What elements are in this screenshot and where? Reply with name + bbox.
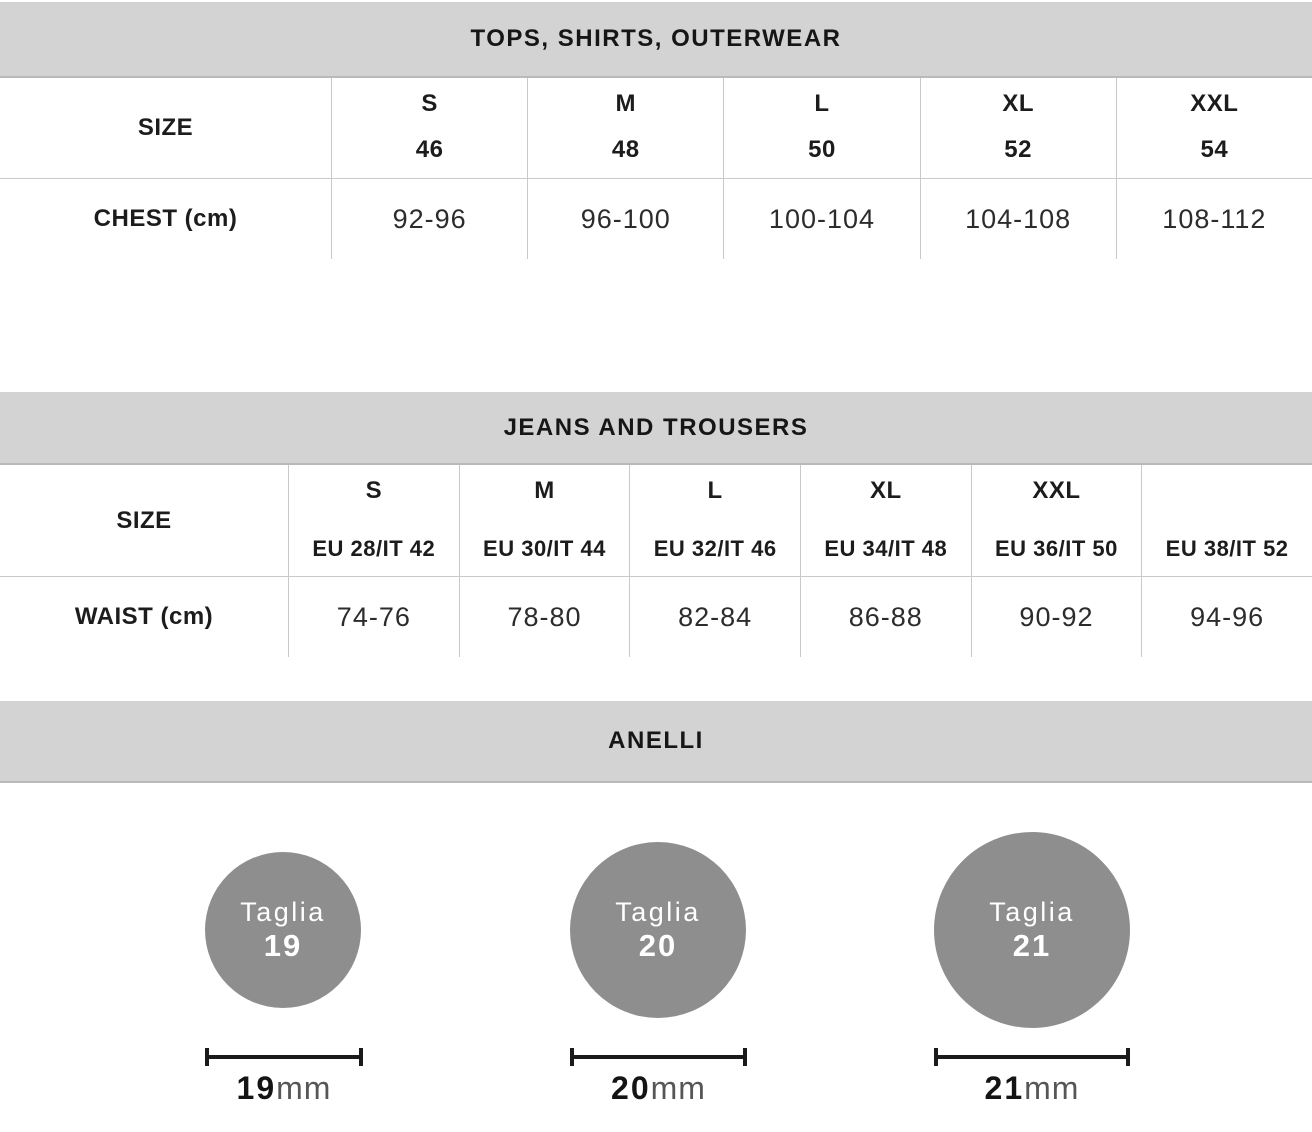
size-column-header: L EU 32/IT 46 xyxy=(629,465,800,576)
jeans-size-row-label-cell xyxy=(0,465,288,576)
chest-value-cell: 96-100 xyxy=(527,179,723,259)
ring-circle-21: Taglia 21 xyxy=(934,832,1130,1028)
diameter-label: 19mm xyxy=(236,1070,332,1106)
size-row-label: SIZE xyxy=(116,506,172,534)
waist-value-cell: 78-80 xyxy=(459,577,630,657)
jeans-waist-row xyxy=(0,577,1312,657)
chest-value-cell: 92-96 xyxy=(331,179,527,259)
diameter-label: 21mm xyxy=(984,1070,1080,1106)
size-column-header: XXL 54 xyxy=(1116,78,1312,178)
chest-value-cell: 100-104 xyxy=(723,179,919,259)
tops-section-title-band xyxy=(0,2,1312,78)
size-column-header: XL EU 34/IT 48 xyxy=(800,465,971,576)
chest-value-cell: 108-112 xyxy=(1116,179,1312,259)
waist-value-cell: 94-96 xyxy=(1141,577,1312,657)
ring-circle-20: Taglia 20 xyxy=(570,842,746,1018)
size-column-header: M 48 xyxy=(527,78,723,178)
ring-size-item xyxy=(570,783,747,1132)
ring-size-item xyxy=(205,783,363,1132)
jeans-size-header-row xyxy=(0,465,1312,577)
size-column-header: XXL EU 36/IT 50 xyxy=(971,465,1142,576)
jeans-section-title: JEANS AND TROUSERS xyxy=(503,413,809,441)
waist-value-cell: 82-84 xyxy=(629,577,800,657)
size-row-label: SIZE xyxy=(137,114,194,141)
ring-sizes xyxy=(0,783,1312,1132)
section-spacer xyxy=(0,259,1312,392)
chest-value-cell: 104-108 xyxy=(920,179,1116,259)
ring-circle-19: Taglia 19 xyxy=(205,852,361,1008)
waist-value-cell: 74-76 xyxy=(288,577,459,657)
size-column-header: EU 38/IT 52 xyxy=(1141,465,1312,576)
waist-row-label: WAIST (cm) xyxy=(74,603,214,630)
waist-row-label-cell xyxy=(0,577,288,657)
jeans-size-table xyxy=(0,465,1312,657)
size-column-header: S EU 28/IT 42 xyxy=(288,465,459,576)
chest-row-label: CHEST (cm) xyxy=(93,205,238,232)
diameter-measure-line xyxy=(571,1055,746,1059)
ring-size-item xyxy=(934,783,1130,1132)
tops-size-table xyxy=(0,78,1312,259)
tops-section-title: TOPS, SHIRTS, OUTERWEAR xyxy=(470,25,842,52)
section-spacer xyxy=(0,657,1312,701)
chest-row-label-cell xyxy=(0,179,331,259)
size-column-header: S 46 xyxy=(331,78,527,178)
rings-section-title-band xyxy=(0,701,1312,783)
rings-section-title: ANELLI xyxy=(608,727,704,754)
diameter-measure-line xyxy=(206,1055,362,1059)
tops-chest-row xyxy=(0,179,1312,259)
tops-size-row-label-cell xyxy=(0,78,331,178)
size-column-header: L 50 xyxy=(723,78,919,178)
jeans-section-title-band xyxy=(0,392,1312,465)
size-column-header: XL 52 xyxy=(920,78,1116,178)
waist-value-cell: 86-88 xyxy=(800,577,971,657)
diameter-label: 20mm xyxy=(611,1070,706,1106)
waist-value-cell: 90-92 xyxy=(971,577,1142,657)
tops-size-header-row xyxy=(0,78,1312,179)
diameter-measure-line xyxy=(935,1055,1129,1059)
size-column-header: M EU 30/IT 44 xyxy=(459,465,630,576)
